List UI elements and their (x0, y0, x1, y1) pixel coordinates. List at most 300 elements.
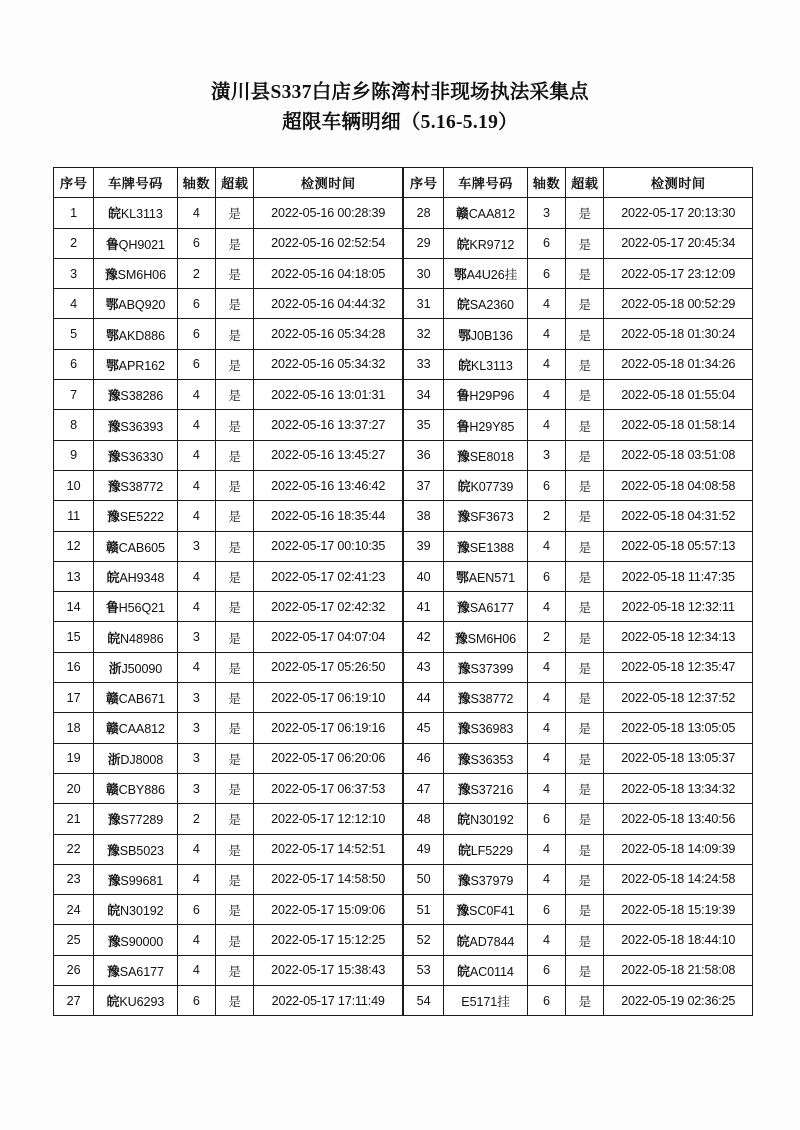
cell-detection-time: 2022-05-16 04:18:05 (254, 258, 403, 288)
cell-detection-time: 2022-05-17 15:09:06 (254, 895, 403, 925)
cell-axle-count: 4 (527, 289, 565, 319)
cell-axle-count: 4 (177, 470, 215, 500)
cell-index: 10 (54, 470, 94, 500)
cell-detection-time: 2022-05-18 12:34:13 (604, 622, 753, 652)
cell-plate-number: 豫SA6177 (94, 955, 177, 985)
cell-detection-time: 2022-05-17 17:11:49 (254, 986, 403, 1016)
cell-axle-count: 4 (177, 925, 215, 955)
cell-plate-number: 皖N48986 (94, 622, 177, 652)
cell-overload-flag: 是 (216, 864, 254, 894)
cell-plate-number: 皖N30192 (94, 895, 177, 925)
table-row (54, 531, 403, 561)
cell-plate-number: 鲁H56Q21 (94, 592, 177, 622)
cell-plate-number: 豫SM6H06 (94, 258, 177, 288)
cell-detection-time: 2022-05-17 14:52:51 (254, 834, 403, 864)
cell-index: 19 (54, 743, 94, 773)
tables-container (53, 167, 753, 1016)
cell-index: 2 (54, 228, 94, 258)
cell-plate-number: 鄂A4U26挂 (444, 258, 528, 288)
table-row (54, 258, 403, 288)
cell-axle-count: 3 (177, 743, 215, 773)
cell-index: 13 (54, 561, 94, 591)
cell-detection-time: 2022-05-18 04:08:58 (604, 470, 753, 500)
cell-detection-time: 2022-05-17 20:13:30 (604, 198, 753, 228)
cell-overload-flag: 是 (216, 531, 254, 561)
table-row (404, 410, 753, 440)
cell-detection-time: 2022-05-18 01:58:14 (604, 410, 753, 440)
cell-overload-flag: 是 (566, 925, 604, 955)
cell-overload-flag: 是 (566, 652, 604, 682)
cell-index: 8 (54, 410, 94, 440)
cell-plate-number: 皖SA2360 (444, 289, 528, 319)
cell-overload-flag: 是 (566, 561, 604, 591)
table-row (404, 198, 753, 228)
table-row (404, 895, 753, 925)
cell-axle-count: 4 (177, 410, 215, 440)
table-row (404, 652, 753, 682)
cell-plate-number: 鄂AKD886 (94, 319, 177, 349)
cell-overload-flag: 是 (566, 319, 604, 349)
cell-plate-number: E5171挂 (444, 986, 528, 1016)
cell-index: 6 (54, 349, 94, 379)
table-row (404, 380, 753, 410)
cell-axle-count: 4 (527, 410, 565, 440)
cell-plate-number: 皖AD7844 (444, 925, 528, 955)
cell-index: 54 (404, 986, 444, 1016)
cell-axle-count: 4 (527, 319, 565, 349)
cell-plate-number: 豫S37979 (444, 864, 528, 894)
cell-overload-flag: 是 (216, 380, 254, 410)
table-row (404, 773, 753, 803)
cell-axle-count: 6 (527, 955, 565, 985)
cell-axle-count: 3 (177, 622, 215, 652)
cell-index: 22 (54, 834, 94, 864)
cell-plate-number: 豫SF3673 (444, 501, 528, 531)
cell-overload-flag: 是 (216, 743, 254, 773)
cell-plate-number: 鄂J0B136 (444, 319, 528, 349)
cell-detection-time: 2022-05-17 06:19:10 (254, 683, 403, 713)
cell-plate-number: 皖AC0114 (444, 955, 528, 985)
cell-overload-flag: 是 (566, 380, 604, 410)
table-row (404, 319, 753, 349)
cell-axle-count: 6 (177, 986, 215, 1016)
cell-axle-count: 6 (527, 470, 565, 500)
cell-axle-count: 6 (527, 561, 565, 591)
cell-detection-time: 2022-05-18 01:34:26 (604, 349, 753, 379)
column-header-overload: 超载 (566, 168, 604, 198)
cell-detection-time: 2022-05-17 06:37:53 (254, 773, 403, 803)
cell-axle-count: 4 (177, 864, 215, 894)
table-row (404, 440, 753, 470)
table-row (404, 228, 753, 258)
cell-axle-count: 3 (527, 198, 565, 228)
cell-axle-count: 4 (177, 380, 215, 410)
cell-axle-count: 3 (177, 683, 215, 713)
cell-detection-time: 2022-05-18 11:47:35 (604, 561, 753, 591)
cell-axle-count: 4 (177, 834, 215, 864)
table-row (54, 652, 403, 682)
table-header-row (54, 168, 403, 198)
cell-overload-flag: 是 (216, 834, 254, 864)
cell-index: 3 (54, 258, 94, 288)
cell-overload-flag: 是 (566, 622, 604, 652)
cell-detection-time: 2022-05-18 13:05:37 (604, 743, 753, 773)
cell-plate-number: 豫S38772 (94, 470, 177, 500)
overload-table-right (403, 167, 753, 1016)
cell-index: 49 (404, 834, 444, 864)
cell-overload-flag: 是 (566, 743, 604, 773)
cell-overload-flag: 是 (566, 470, 604, 500)
cell-axle-count: 2 (177, 804, 215, 834)
cell-index: 39 (404, 531, 444, 561)
cell-overload-flag: 是 (216, 289, 254, 319)
cell-index: 48 (404, 804, 444, 834)
cell-plate-number: 皖N30192 (444, 804, 528, 834)
cell-axle-count: 4 (177, 955, 215, 985)
cell-plate-number: 豫SM6H06 (444, 622, 528, 652)
cell-overload-flag: 是 (566, 440, 604, 470)
cell-plate-number: 豫SC0F41 (444, 895, 528, 925)
cell-detection-time: 2022-05-17 14:58:50 (254, 864, 403, 894)
cell-detection-time: 2022-05-17 15:12:25 (254, 925, 403, 955)
cell-overload-flag: 是 (216, 895, 254, 925)
cell-overload-flag: 是 (216, 955, 254, 985)
cell-plate-number: 豫SE8018 (444, 440, 528, 470)
cell-index: 25 (54, 925, 94, 955)
cell-plate-number: 豫S99681 (94, 864, 177, 894)
cell-overload-flag: 是 (566, 804, 604, 834)
document-title (0, 78, 800, 138)
table-row (54, 955, 403, 985)
cell-plate-number: 皖K07739 (444, 470, 528, 500)
cell-index: 45 (404, 713, 444, 743)
cell-axle-count: 6 (177, 895, 215, 925)
table-row (404, 925, 753, 955)
cell-overload-flag: 是 (216, 440, 254, 470)
cell-plate-number: 皖AH9348 (94, 561, 177, 591)
table-row (54, 622, 403, 652)
cell-detection-time: 2022-05-17 00:10:35 (254, 531, 403, 561)
cell-index: 32 (404, 319, 444, 349)
cell-axle-count: 6 (177, 349, 215, 379)
cell-plate-number: 豫S37399 (444, 652, 528, 682)
cell-axle-count: 6 (527, 258, 565, 288)
table-row (404, 713, 753, 743)
cell-overload-flag: 是 (566, 531, 604, 561)
cell-detection-time: 2022-05-16 05:34:28 (254, 319, 403, 349)
title-line-primary: 潢川县S337白店乡陈湾村非现场执法采集点 (211, 82, 589, 103)
table-row (54, 895, 403, 925)
column-header-axles: 轴数 (527, 168, 565, 198)
cell-overload-flag: 是 (216, 713, 254, 743)
cell-index: 17 (54, 683, 94, 713)
cell-plate-number: 豫SA6177 (444, 592, 528, 622)
cell-plate-number: 豫S90000 (94, 925, 177, 955)
cell-plate-number: 赣CAB671 (94, 683, 177, 713)
cell-plate-number: 皖KU6293 (94, 986, 177, 1016)
cell-axle-count: 6 (177, 289, 215, 319)
column-header-time: 检测时间 (254, 168, 403, 198)
cell-index: 23 (54, 864, 94, 894)
cell-index: 35 (404, 410, 444, 440)
cell-index: 15 (54, 622, 94, 652)
cell-overload-flag: 是 (566, 228, 604, 258)
cell-detection-time: 2022-05-16 13:01:31 (254, 380, 403, 410)
cell-plate-number: 皖KL3113 (94, 198, 177, 228)
cell-overload-flag: 是 (566, 864, 604, 894)
cell-axle-count: 4 (527, 864, 565, 894)
cell-plate-number: 浙DJ8008 (94, 743, 177, 773)
table-row (404, 622, 753, 652)
cell-plate-number: 赣CAB605 (94, 531, 177, 561)
cell-overload-flag: 是 (566, 955, 604, 985)
table-row (404, 834, 753, 864)
column-header-plate: 车牌号码 (94, 168, 177, 198)
cell-overload-flag: 是 (216, 773, 254, 803)
cell-overload-flag: 是 (566, 713, 604, 743)
cell-detection-time: 2022-05-17 23:12:09 (604, 258, 753, 288)
cell-plate-number: 豫S38772 (444, 683, 528, 713)
table-row (54, 592, 403, 622)
cell-index: 52 (404, 925, 444, 955)
table-row (404, 561, 753, 591)
cell-overload-flag: 是 (566, 410, 604, 440)
cell-axle-count: 6 (527, 804, 565, 834)
cell-plate-number: 豫SE1388 (444, 531, 528, 561)
cell-axle-count: 4 (177, 440, 215, 470)
cell-overload-flag: 是 (566, 683, 604, 713)
cell-index: 24 (54, 895, 94, 925)
cell-overload-flag: 是 (216, 228, 254, 258)
cell-overload-flag: 是 (566, 834, 604, 864)
cell-axle-count: 4 (527, 380, 565, 410)
table-row (54, 228, 403, 258)
table-row (54, 289, 403, 319)
cell-overload-flag: 是 (566, 986, 604, 1016)
cell-index: 16 (54, 652, 94, 682)
table-row (404, 349, 753, 379)
cell-detection-time: 2022-05-17 02:42:32 (254, 592, 403, 622)
cell-axle-count: 2 (527, 622, 565, 652)
table-row (54, 410, 403, 440)
table-row (404, 955, 753, 985)
cell-index: 31 (404, 289, 444, 319)
cell-axle-count: 4 (527, 531, 565, 561)
overload-table-left (53, 167, 403, 1016)
cell-plate-number: 豫S36353 (444, 743, 528, 773)
cell-plate-number: 豫S77289 (94, 804, 177, 834)
cell-index: 29 (404, 228, 444, 258)
cell-overload-flag: 是 (216, 652, 254, 682)
table-row (404, 804, 753, 834)
cell-index: 7 (54, 380, 94, 410)
cell-detection-time: 2022-05-18 13:34:32 (604, 773, 753, 803)
cell-axle-count: 4 (527, 592, 565, 622)
cell-overload-flag: 是 (566, 258, 604, 288)
cell-overload-flag: 是 (216, 925, 254, 955)
cell-plate-number: 鲁QH9021 (94, 228, 177, 258)
cell-index: 5 (54, 319, 94, 349)
cell-overload-flag: 是 (216, 410, 254, 440)
cell-detection-time: 2022-05-18 12:32:11 (604, 592, 753, 622)
cell-axle-count: 4 (177, 592, 215, 622)
cell-overload-flag: 是 (216, 501, 254, 531)
cell-axle-count: 4 (177, 561, 215, 591)
cell-axle-count: 6 (177, 228, 215, 258)
cell-overload-flag: 是 (216, 592, 254, 622)
table-row (54, 743, 403, 773)
cell-plate-number: 豫S36330 (94, 440, 177, 470)
cell-axle-count: 4 (527, 713, 565, 743)
cell-plate-number: 豫SB5023 (94, 834, 177, 864)
cell-overload-flag: 是 (566, 198, 604, 228)
table-row (54, 804, 403, 834)
table-row (404, 501, 753, 531)
cell-index: 14 (54, 592, 94, 622)
cell-detection-time: 2022-05-16 13:37:27 (254, 410, 403, 440)
cell-detection-time: 2022-05-19 02:36:25 (604, 986, 753, 1016)
table-row (404, 258, 753, 288)
table-header-row (404, 168, 753, 198)
cell-index: 18 (54, 713, 94, 743)
cell-overload-flag: 是 (216, 319, 254, 349)
cell-overload-flag: 是 (216, 349, 254, 379)
cell-index: 46 (404, 743, 444, 773)
table-row (54, 561, 403, 591)
cell-detection-time: 2022-05-16 13:46:42 (254, 470, 403, 500)
table-body-left (54, 198, 403, 1016)
cell-index: 26 (54, 955, 94, 985)
cell-index: 27 (54, 986, 94, 1016)
table-row (54, 834, 403, 864)
cell-axle-count: 4 (527, 773, 565, 803)
cell-detection-time: 2022-05-18 12:37:52 (604, 683, 753, 713)
cell-axle-count: 4 (177, 501, 215, 531)
cell-index: 28 (404, 198, 444, 228)
table-row (404, 531, 753, 561)
column-header-index: 序号 (54, 168, 94, 198)
cell-index: 11 (54, 501, 94, 531)
table-body-right (404, 198, 753, 1016)
column-header-index: 序号 (404, 168, 444, 198)
cell-detection-time: 2022-05-18 13:05:05 (604, 713, 753, 743)
cell-overload-flag: 是 (216, 986, 254, 1016)
cell-axle-count: 2 (177, 258, 215, 288)
cell-overload-flag: 是 (216, 804, 254, 834)
cell-detection-time: 2022-05-16 00:28:39 (254, 198, 403, 228)
table-row (54, 349, 403, 379)
cell-axle-count: 3 (177, 713, 215, 743)
cell-index: 4 (54, 289, 94, 319)
cell-detection-time: 2022-05-18 14:09:39 (604, 834, 753, 864)
cell-plate-number: 鄂APR162 (94, 349, 177, 379)
cell-index: 41 (404, 592, 444, 622)
table-row (404, 864, 753, 894)
cell-overload-flag: 是 (566, 592, 604, 622)
cell-plate-number: 鲁H29Y85 (444, 410, 528, 440)
cell-plate-number: 赣CAA812 (94, 713, 177, 743)
cell-index: 42 (404, 622, 444, 652)
cell-detection-time: 2022-05-17 06:19:16 (254, 713, 403, 743)
cell-axle-count: 6 (177, 319, 215, 349)
cell-index: 33 (404, 349, 444, 379)
cell-index: 53 (404, 955, 444, 985)
cell-index: 1 (54, 198, 94, 228)
cell-axle-count: 6 (527, 228, 565, 258)
cell-index: 38 (404, 501, 444, 531)
cell-plate-number: 皖LF5229 (444, 834, 528, 864)
cell-index: 37 (404, 470, 444, 500)
cell-detection-time: 2022-05-17 06:20:06 (254, 743, 403, 773)
cell-overload-flag: 是 (566, 773, 604, 803)
cell-plate-number: 赣CBY886 (94, 773, 177, 803)
cell-index: 36 (404, 440, 444, 470)
table-row (404, 743, 753, 773)
cell-detection-time: 2022-05-18 03:51:08 (604, 440, 753, 470)
cell-overload-flag: 是 (216, 683, 254, 713)
cell-index: 40 (404, 561, 444, 591)
cell-axle-count: 4 (177, 198, 215, 228)
table-row (54, 773, 403, 803)
cell-overload-flag: 是 (216, 258, 254, 288)
table-row (404, 289, 753, 319)
cell-plate-number: 豫SE5222 (94, 501, 177, 531)
cell-overload-flag: 是 (216, 470, 254, 500)
cell-index: 51 (404, 895, 444, 925)
cell-index: 50 (404, 864, 444, 894)
table-row (404, 986, 753, 1016)
cell-overload-flag: 是 (566, 895, 604, 925)
cell-axle-count: 4 (527, 743, 565, 773)
column-header-axles: 轴数 (177, 168, 215, 198)
cell-detection-time: 2022-05-18 00:52:29 (604, 289, 753, 319)
cell-index: 20 (54, 773, 94, 803)
cell-plate-number: 豫S36983 (444, 713, 528, 743)
cell-plate-number: 鄂AEN571 (444, 561, 528, 591)
cell-detection-time: 2022-05-17 12:12:10 (254, 804, 403, 834)
cell-overload-flag: 是 (216, 622, 254, 652)
table-row (54, 440, 403, 470)
cell-detection-time: 2022-05-18 18:44:10 (604, 925, 753, 955)
table-row (404, 683, 753, 713)
cell-plate-number: 豫S38286 (94, 380, 177, 410)
cell-detection-time: 2022-05-18 12:35:47 (604, 652, 753, 682)
cell-axle-count: 3 (527, 440, 565, 470)
cell-axle-count: 6 (527, 895, 565, 925)
column-header-time: 检测时间 (604, 168, 753, 198)
cell-index: 44 (404, 683, 444, 713)
cell-plate-number: 皖KR9712 (444, 228, 528, 258)
cell-overload-flag: 是 (566, 501, 604, 531)
cell-overload-flag: 是 (566, 289, 604, 319)
cell-overload-flag: 是 (566, 349, 604, 379)
table-row (54, 925, 403, 955)
cell-detection-time: 2022-05-16 02:52:54 (254, 228, 403, 258)
cell-overload-flag: 是 (216, 561, 254, 591)
cell-plate-number: 赣CAA812 (444, 198, 528, 228)
cell-plate-number: 豫S36393 (94, 410, 177, 440)
table-row (54, 986, 403, 1016)
cell-plate-number: 浙J50090 (94, 652, 177, 682)
cell-axle-count: 2 (527, 501, 565, 531)
table-row (54, 198, 403, 228)
cell-axle-count: 4 (527, 652, 565, 682)
cell-detection-time: 2022-05-16 18:35:44 (254, 501, 403, 531)
cell-axle-count: 4 (527, 834, 565, 864)
cell-detection-time: 2022-05-18 15:19:39 (604, 895, 753, 925)
cell-detection-time: 2022-05-16 13:45:27 (254, 440, 403, 470)
table-row (54, 864, 403, 894)
